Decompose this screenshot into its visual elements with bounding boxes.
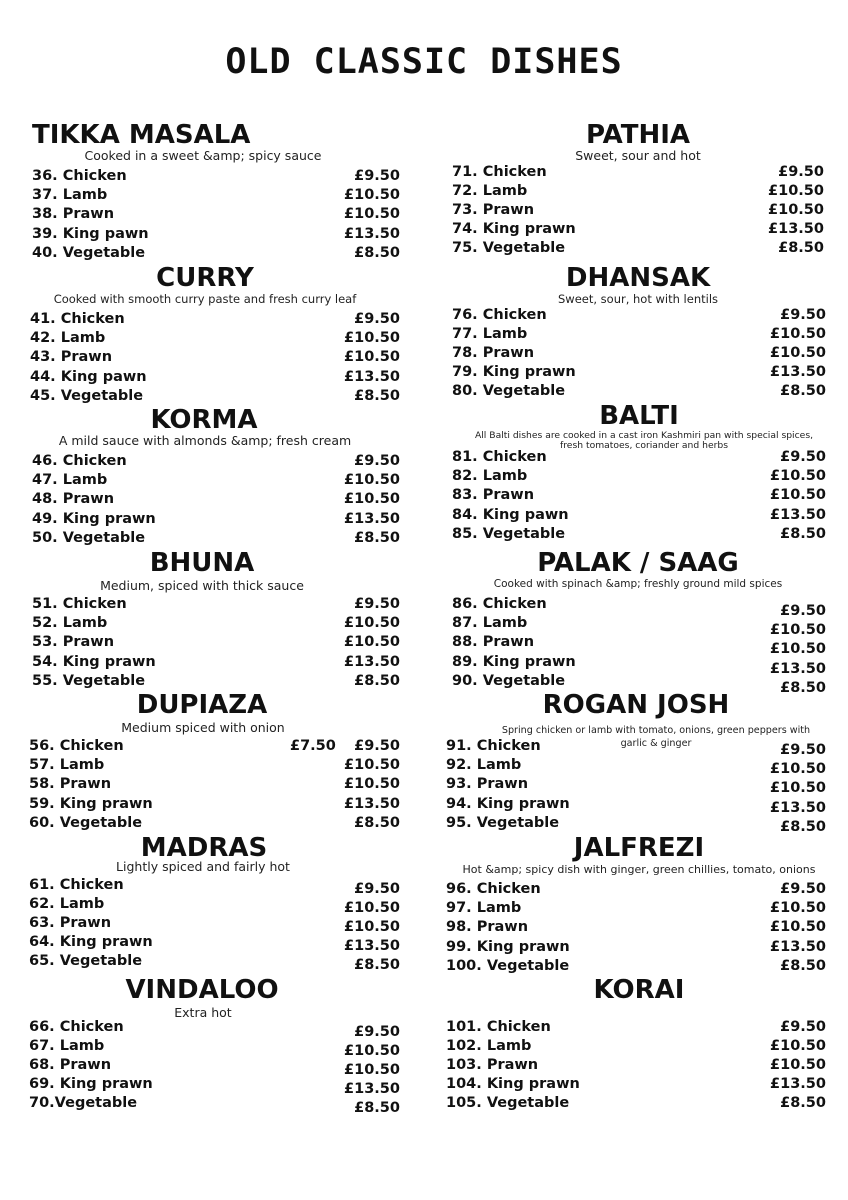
- item-name: 67. Lamb: [29, 1038, 105, 1054]
- item-price: £13.50: [770, 1076, 826, 1092]
- menu-item: [452, 363, 826, 382]
- item-name: 54. King prawn: [32, 654, 156, 670]
- item-name: 88. Prawn: [452, 634, 535, 650]
- menu-item: [446, 938, 826, 957]
- menu-item: [32, 672, 400, 691]
- item-name: 39. King pawn: [32, 226, 149, 242]
- item-name: 103. Prawn: [446, 1057, 539, 1073]
- item-price: £8.50: [780, 526, 826, 542]
- item-price: £9.50: [354, 168, 400, 184]
- item-name: 41. Chicken: [30, 311, 125, 327]
- section-title: KORMA: [150, 405, 258, 435]
- item-price: £13.50: [770, 661, 826, 677]
- menu-item: [446, 1075, 826, 1094]
- item-name: 96. Chicken: [446, 881, 541, 897]
- item-name: 73. Prawn: [452, 202, 535, 218]
- menu-item: [446, 814, 826, 833]
- item-name: 70.Vegetable: [29, 1095, 138, 1111]
- section-korai: [446, 975, 826, 1120]
- item-price: £8.50: [354, 1100, 400, 1116]
- menu-item: [30, 368, 400, 387]
- item-price: £10.50: [344, 776, 400, 792]
- section-title: TIKKA MASALA: [32, 120, 251, 150]
- item-name: 45. Vegetable: [30, 388, 144, 404]
- section-description: Medium, spiced with thick sauce: [100, 578, 304, 593]
- item-name: 61. Chicken: [29, 877, 124, 893]
- item-price: £10.50: [770, 326, 826, 342]
- item-price: £8.50: [780, 680, 826, 696]
- section-description: Spring chicken or lamb with tomato, onions, green peppers with garlic & ginger: [501, 725, 811, 749]
- item-name: 101. Chicken: [446, 1019, 551, 1035]
- item-name: 94. King prawn: [446, 796, 570, 812]
- item-price: £10.50: [344, 919, 400, 935]
- item-price: £13.50: [344, 796, 400, 812]
- item-price: £13.50: [770, 939, 826, 955]
- section-title: DUPIAZA: [136, 690, 268, 720]
- item-name: 100. Vegetable: [446, 958, 570, 974]
- menu-item: [452, 325, 826, 344]
- item-name: 84. King pawn: [452, 507, 569, 523]
- item-price: £10.50: [770, 622, 826, 638]
- menu-item: [452, 163, 824, 182]
- item-price: £8.50: [354, 957, 400, 973]
- item-name: 58. Prawn: [29, 776, 112, 792]
- item-name: 64. King prawn: [29, 934, 153, 950]
- item-price: £9.50: [354, 738, 400, 754]
- section-vindaloo: [29, 975, 400, 1120]
- item-name: 60. Vegetable: [29, 815, 143, 831]
- item-name: 68. Prawn: [29, 1057, 112, 1073]
- item-price: £8.50: [780, 1095, 826, 1111]
- menu-item: [452, 344, 826, 363]
- section-jalfrezi: [446, 833, 826, 978]
- menu-item: [452, 467, 826, 486]
- menu-item: [446, 795, 826, 814]
- menu-item: [452, 614, 826, 638]
- item-price: £8.50: [354, 388, 400, 404]
- item-name: 62. Lamb: [29, 896, 105, 912]
- item-name: 59. King prawn: [29, 796, 153, 812]
- menu-item: [29, 737, 400, 756]
- section-description: Cooked with smooth curry paste and fresh curry leaf: [53, 292, 357, 306]
- section-title: KORAI: [593, 975, 685, 1005]
- item-price: £10.50: [344, 472, 400, 488]
- menu-item: [452, 506, 826, 525]
- menu-item: [446, 880, 826, 899]
- menu-item: [29, 795, 400, 814]
- item-price: £9.50: [354, 881, 400, 897]
- section-description: Extra hot: [174, 1005, 232, 1020]
- menu-item: [452, 382, 826, 401]
- menu-item: [446, 918, 826, 937]
- section-description: Cooked in a sweet &amp; spicy sauce: [84, 148, 322, 163]
- section-korma: [32, 405, 400, 550]
- item-price: £13.50: [344, 226, 400, 242]
- item-price: £13.50: [770, 507, 826, 523]
- section-description: Sweet, sour, hot with lentils: [557, 292, 719, 306]
- menu-item: [452, 306, 826, 325]
- menu-item: [30, 329, 400, 348]
- menu-item: [29, 933, 400, 952]
- menu-item: [452, 653, 826, 677]
- section-title: JALFREZI: [573, 833, 705, 863]
- menu-item: [32, 244, 400, 263]
- section-title: CURRY: [156, 263, 254, 293]
- item-price: £10.50: [344, 491, 400, 507]
- item-name: 95. Vegetable: [446, 815, 560, 831]
- item-price: £10.50: [770, 919, 826, 935]
- section-palak-saag: [452, 548, 826, 698]
- item-price: £13.50: [344, 511, 400, 527]
- item-name: 92. Lamb: [446, 757, 522, 773]
- item-price: £10.50: [344, 206, 400, 222]
- item-name: 99. King prawn: [446, 939, 570, 955]
- item-name: 81. Chicken: [452, 449, 547, 465]
- item-name: 56. Chicken: [29, 738, 124, 754]
- item-price: £8.50: [354, 815, 400, 831]
- section-pathia: [452, 120, 824, 265]
- item-price: £10.50: [344, 634, 400, 650]
- item-name: 36. Chicken: [32, 168, 127, 184]
- menu-item: [452, 220, 824, 239]
- item-price: £9.50: [778, 164, 824, 180]
- section-balti: [452, 401, 826, 546]
- menu-item: [32, 205, 400, 224]
- item-price: £13.50: [770, 800, 826, 816]
- menu-item: [452, 239, 824, 258]
- section-title: BALTI: [599, 401, 679, 431]
- item-name: 48. Prawn: [32, 491, 115, 507]
- item-price: £10.50: [770, 780, 826, 796]
- item-name: 44. King pawn: [30, 369, 147, 385]
- item-price: £10.50: [770, 1057, 826, 1073]
- item-name: 63. Prawn: [29, 915, 112, 931]
- item-price: £13.50: [344, 369, 400, 385]
- item-price: £8.50: [780, 383, 826, 399]
- item-price: £9.50: [354, 1024, 400, 1040]
- item-price: £10.50: [770, 468, 826, 484]
- item-price: £9.50: [354, 453, 400, 469]
- item-name: 40. Vegetable: [32, 245, 146, 261]
- menu-item: [452, 595, 826, 619]
- item-price: £10.50: [344, 330, 400, 346]
- item-name: 52. Lamb: [32, 615, 108, 631]
- menu-item: [32, 167, 400, 186]
- item-price: £10.50: [344, 900, 400, 916]
- menu-item: [452, 525, 826, 544]
- item-name: 79. King prawn: [452, 364, 576, 380]
- item-name: 80. Vegetable: [452, 383, 566, 399]
- item-name: 50. Vegetable: [32, 530, 146, 546]
- menu-item: [32, 633, 400, 652]
- item-name: 90. Vegetable: [452, 673, 566, 689]
- menu-item: [32, 653, 400, 672]
- item-price: £8.50: [780, 819, 826, 835]
- section-bhuna: [32, 548, 400, 693]
- item-price: £13.50: [768, 221, 824, 237]
- item-price: £10.50: [770, 900, 826, 916]
- item-name: 93. Prawn: [446, 776, 529, 792]
- menu-item: [32, 186, 400, 205]
- item-name: 66. Chicken: [29, 1019, 124, 1035]
- item-name: 75. Vegetable: [452, 240, 566, 256]
- item-name: 71. Chicken: [452, 164, 547, 180]
- item-price: £10.50: [768, 202, 824, 218]
- item-price: £13.50: [770, 364, 826, 380]
- menu-item: [29, 775, 400, 794]
- menu-item: [32, 529, 400, 548]
- item-price: £10.50: [344, 1062, 400, 1078]
- item-price: £10.50: [770, 1038, 826, 1054]
- item-price: £10.50: [344, 757, 400, 773]
- item-price: £8.50: [778, 240, 824, 256]
- item-price: £10.50: [770, 641, 826, 657]
- menu-item: [452, 201, 824, 220]
- menu-item: [32, 452, 400, 471]
- section-curry: [30, 263, 400, 408]
- section-title: PATHIA: [585, 120, 691, 150]
- menu-item: [446, 737, 826, 756]
- section-description: A mild sauce with almonds &amp; fresh cream: [58, 433, 352, 448]
- item-price: £10.50: [770, 345, 826, 361]
- item-name: 46. Chicken: [32, 453, 127, 469]
- menu-item: [452, 672, 826, 696]
- menu-item: [32, 614, 400, 633]
- section-title: PALAK / SAAG: [537, 548, 739, 578]
- item-name: 69. King prawn: [29, 1076, 153, 1092]
- item-name: 83. Prawn: [452, 487, 535, 503]
- item-name: 76. Chicken: [452, 307, 547, 323]
- menu-item: [30, 387, 400, 406]
- menu-item: [29, 756, 400, 775]
- item-price: £10.50: [344, 187, 400, 203]
- item-price: £10.50: [344, 349, 400, 365]
- item-price: £10.50: [768, 183, 824, 199]
- section-description: Lightly spiced and fairly hot: [116, 859, 290, 874]
- section-dupiaza: [29, 690, 400, 835]
- item-price: £10.50: [770, 761, 826, 777]
- item-name: 85. Vegetable: [452, 526, 566, 542]
- menu-item: [32, 510, 400, 529]
- section-description: Sweet, sour and hot: [575, 148, 701, 163]
- item-price: £8.50: [354, 673, 400, 689]
- item-name: 105. Vegetable: [446, 1095, 570, 1111]
- menu-item: [29, 1037, 400, 1059]
- menu-item: [29, 952, 400, 971]
- item-price: £10.50: [344, 1043, 400, 1059]
- menu-item: [452, 448, 826, 467]
- item-name: 74. King prawn: [452, 221, 576, 237]
- menu-item: [29, 814, 400, 833]
- section-title: MADRAS: [140, 833, 268, 863]
- item-price: £8.50: [780, 958, 826, 974]
- section-title: VINDALOO: [125, 975, 279, 1005]
- menu-item: [446, 957, 826, 976]
- item-name: 43. Prawn: [30, 349, 113, 365]
- item-name: 77. Lamb: [452, 326, 528, 342]
- item-name: 65. Vegetable: [29, 953, 143, 969]
- item-name: 53. Prawn: [32, 634, 115, 650]
- item-name: 55. Vegetable: [32, 673, 146, 689]
- menu-item: [446, 1037, 826, 1056]
- menu-item: [32, 471, 400, 490]
- item-name: 98. Prawn: [446, 919, 529, 935]
- menu-item: [452, 633, 826, 657]
- item-name: 51. Chicken: [32, 596, 127, 612]
- item-name: 86. Chicken: [452, 596, 547, 612]
- menu-item: [29, 895, 400, 914]
- item-price: £13.50: [344, 938, 400, 954]
- item-price: £9.50: [354, 596, 400, 612]
- section-dhansak: [452, 263, 826, 408]
- item-price: £9.50: [780, 307, 826, 323]
- section-title: ROGAN JOSH: [542, 690, 730, 720]
- item-price: £13.50: [344, 654, 400, 670]
- item-name: 72. Lamb: [452, 183, 528, 199]
- item-name: 57. Lamb: [29, 757, 105, 773]
- menu-item: [452, 486, 826, 505]
- item-name: 49. King prawn: [32, 511, 156, 527]
- item-name: 42. Lamb: [30, 330, 106, 346]
- item-name: 47. Lamb: [32, 472, 108, 488]
- section-tikka-masala: [32, 120, 400, 265]
- item-name: 78. Prawn: [452, 345, 535, 361]
- item-price: £13.50: [344, 1081, 400, 1097]
- item-name: 102. Lamb: [446, 1038, 532, 1054]
- menu-item: [446, 1018, 826, 1037]
- item-name: 87. Lamb: [452, 615, 528, 631]
- item-price: £9.50: [780, 1019, 826, 1035]
- item-price: £9.50: [780, 881, 826, 897]
- section-description: Cooked with spinach &amp; freshly ground mild spices: [493, 578, 783, 590]
- item-price: £9.50: [354, 311, 400, 327]
- section-madras: [29, 833, 400, 978]
- item-name: 82. Lamb: [452, 468, 528, 484]
- menu-item: [29, 876, 400, 895]
- item-name: 104. King prawn: [446, 1076, 580, 1092]
- item-price: £8.50: [354, 530, 400, 546]
- menu-item: [452, 182, 824, 201]
- menu-item: [29, 1056, 400, 1078]
- item-price: £9.50: [780, 449, 826, 465]
- alt-price: £7.50: [290, 738, 336, 754]
- section-rogan-josh: [446, 690, 826, 840]
- menu-item: [446, 775, 826, 794]
- menu-item: [32, 225, 400, 244]
- menu-item: [29, 914, 400, 933]
- section-title: BHUNA: [149, 548, 255, 578]
- menu-item: [446, 1056, 826, 1075]
- section-description: All Balti dishes are cooked in a cast iron Kashmiri pan with special spices, fresh tomatoes, coriander and herbs: [474, 430, 814, 451]
- section-title: DHANSAK: [565, 263, 711, 293]
- menu-item: [446, 756, 826, 775]
- menu-item: [446, 899, 826, 918]
- menu-item: [32, 595, 400, 614]
- menu-item: [29, 1094, 400, 1116]
- section-description: Hot &amp; spicy dish with ginger, green chillies, tomato, onions: [462, 863, 816, 876]
- item-name: 89. King prawn: [452, 654, 576, 670]
- menu-item: [32, 490, 400, 509]
- item-name: 38. Prawn: [32, 206, 115, 222]
- item-name: 91. Chicken: [446, 738, 541, 754]
- menu-item: [29, 1075, 400, 1097]
- item-price: £10.50: [344, 615, 400, 631]
- item-price: £9.50: [780, 603, 826, 619]
- item-price: £10.50: [770, 487, 826, 503]
- section-description: Medium spiced with onion: [121, 720, 285, 735]
- item-name: 97. Lamb: [446, 900, 522, 916]
- menu-item: [30, 348, 400, 367]
- item-price: £9.50: [780, 742, 826, 758]
- menu-item: [30, 310, 400, 329]
- menu-item: [29, 1018, 400, 1040]
- item-name: 37. Lamb: [32, 187, 108, 203]
- item-price: £8.50: [354, 245, 400, 261]
- menu-item: [446, 1094, 826, 1113]
- page-title: OLD CLASSIC DISHES: [225, 42, 623, 82]
